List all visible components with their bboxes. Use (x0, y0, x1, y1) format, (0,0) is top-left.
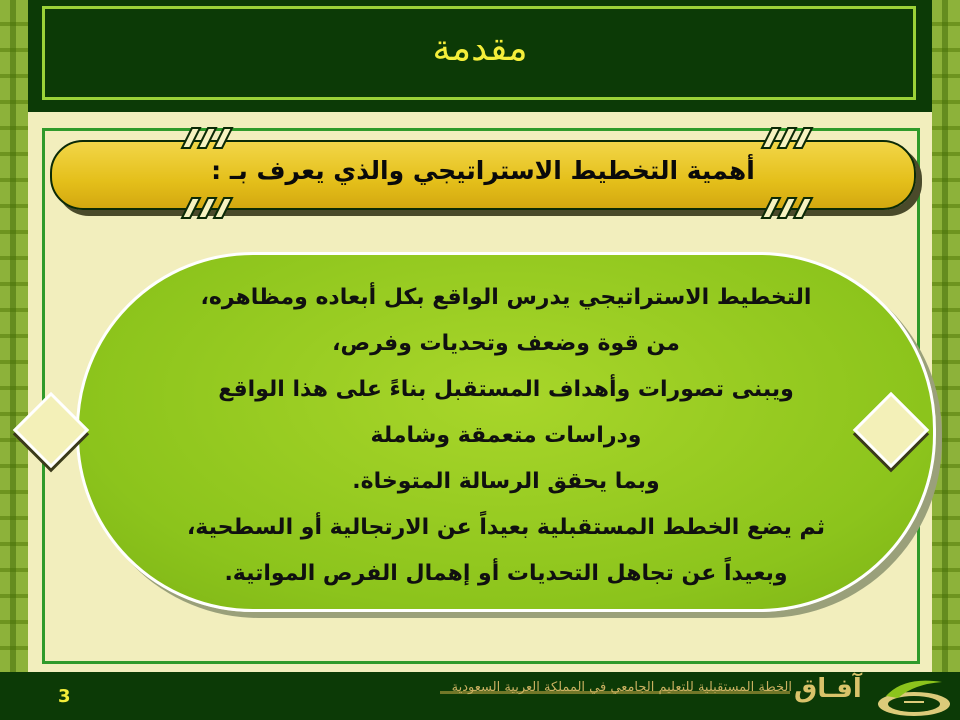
triple-chevron-icon (178, 124, 240, 152)
left-striped-bar (0, 0, 28, 672)
banner-text: أهمية التخطيط الاستراتيجي والذي يعرف بـ : (211, 156, 755, 185)
body-line: ودراسات متعمقة وشاملة (370, 423, 642, 448)
brand-name: آفـاق (794, 674, 862, 704)
body-line: وبعيداً عن تجاهل التحديات أو إهمال الفرص المواتية. (224, 561, 788, 586)
triple-chevron-icon (178, 194, 240, 222)
body-line: التخطيط الاستراتيجي يدرس الواقع بكل أبعاده ومظاهره، (200, 285, 812, 310)
body-line: ثم يضع الخطط المستقبلية بعيداً عن الارتجالية أو السطحية، (186, 515, 826, 540)
plan-name: الخطة المستقبلية للتعليم الجامعي في المملكة العربية السعودية (452, 680, 792, 695)
slide-header (28, 0, 932, 112)
slide-title: مقدمة (432, 28, 528, 69)
triple-chevron-icon (758, 194, 820, 222)
slide (28, 0, 932, 672)
body-line: من قوة وضعف وتحديات وفرص، (332, 331, 680, 356)
triple-chevron-icon (758, 124, 820, 152)
right-striped-bar (932, 0, 960, 672)
body-line: وبما يحقق الرسالة المتوخاة. (352, 469, 660, 494)
body-text (159, 275, 853, 597)
slide-footer (0, 672, 960, 720)
page-number: 3 (58, 686, 71, 707)
body-line: ويبنى تصورات وأهداف المستقبل بناءً على هذا الواقع (218, 377, 794, 402)
afaq-logo-icon (864, 674, 954, 718)
body-oval (76, 252, 936, 612)
